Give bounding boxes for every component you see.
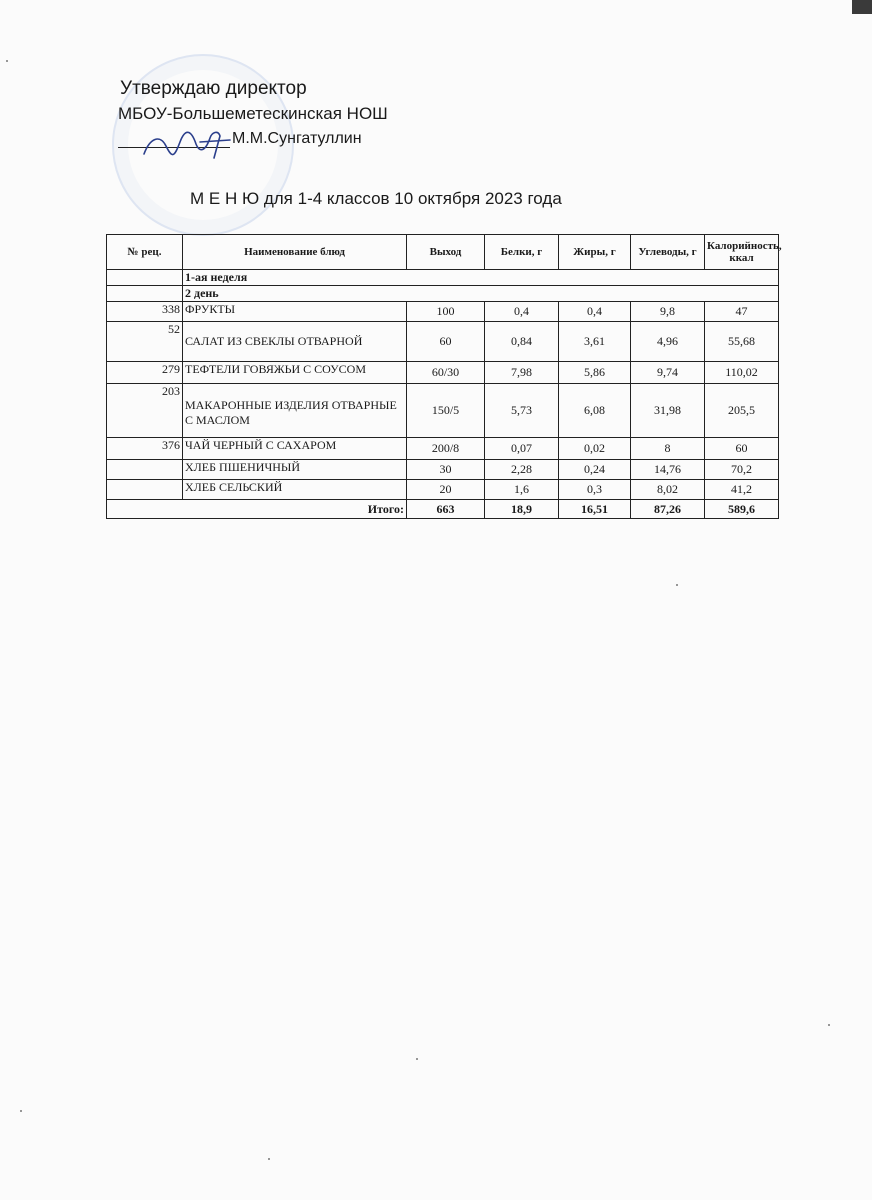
scan-speck <box>6 60 8 62</box>
carbs-value: 9,74 <box>631 362 705 384</box>
total-fat: 16,51 <box>559 500 631 519</box>
fat-value: 3,61 <box>559 322 631 362</box>
table-row <box>107 384 779 438</box>
yield-value: 150/5 <box>407 384 485 438</box>
director-name: М.М.Сунгатуллин <box>232 130 362 147</box>
kcal-value: 205,5 <box>705 384 779 438</box>
week-row <box>107 270 779 286</box>
director-signature <box>140 124 235 164</box>
scan-speck <box>416 1058 418 1060</box>
col-header-fat: Жиры, г <box>559 235 631 270</box>
col-header-yield: Выход <box>407 235 485 270</box>
col-header-recipe: № рец. <box>107 235 183 270</box>
carbs-value: 8 <box>631 438 705 460</box>
total-kcal: 589,6 <box>705 500 779 519</box>
empty-cell <box>107 270 183 286</box>
total-row <box>107 500 779 519</box>
carbs-value: 8,02 <box>631 480 705 500</box>
total-carbs: 87,26 <box>631 500 705 519</box>
yield-value: 30 <box>407 460 485 480</box>
col-header-dish: Наименование блюд <box>183 235 407 270</box>
total-protein: 18,9 <box>485 500 559 519</box>
approval-school-name: МБОУ-Большеметескинская НОШ <box>118 104 388 123</box>
carbs-value: 14,76 <box>631 460 705 480</box>
kcal-value: 47 <box>705 302 779 322</box>
kcal-value: 41,2 <box>705 480 779 500</box>
yield-value: 100 <box>407 302 485 322</box>
recipe-number: 52 <box>107 322 183 362</box>
carbs-value: 4,96 <box>631 322 705 362</box>
fat-value: 0,4 <box>559 302 631 322</box>
dish-name: ФРУКТЫ <box>183 302 407 322</box>
approval-line-1: Утверждаю директор <box>120 78 307 99</box>
yield-value: 200/8 <box>407 438 485 460</box>
menu-table <box>106 234 782 519</box>
protein-value: 0,4 <box>485 302 559 322</box>
scan-speck <box>828 1024 830 1026</box>
recipe-number: 203 <box>107 384 183 438</box>
fat-value: 0,3 <box>559 480 631 500</box>
table-row <box>107 302 779 322</box>
protein-value: 1,6 <box>485 480 559 500</box>
protein-value: 5,73 <box>485 384 559 438</box>
empty-cell <box>107 286 183 302</box>
recipe-number <box>107 460 183 480</box>
table-row <box>107 480 779 500</box>
dish-name: ЧАЙ ЧЕРНЫЙ С САХАРОМ <box>183 438 407 460</box>
fat-value: 0,24 <box>559 460 631 480</box>
yield-value: 20 <box>407 480 485 500</box>
kcal-value: 60 <box>705 438 779 460</box>
total-yield: 663 <box>407 500 485 519</box>
fat-value: 0,02 <box>559 438 631 460</box>
table-row <box>107 460 779 480</box>
day-row <box>107 286 779 302</box>
yield-value: 60 <box>407 322 485 362</box>
dish-name: ХЛЕБ ПШЕНИЧНЫЙ <box>183 460 407 480</box>
total-label: Итого: <box>107 500 407 519</box>
dish-name: ТЕФТЕЛИ ГОВЯЖЬИ С СОУСОМ <box>183 362 407 384</box>
yield-value: 60/30 <box>407 362 485 384</box>
scan-speck <box>676 584 678 586</box>
protein-value: 0,84 <box>485 322 559 362</box>
kcal-value: 110,02 <box>705 362 779 384</box>
dish-name: САЛАТ ИЗ СВЕКЛЫ ОТВАРНОЙ <box>183 322 407 362</box>
protein-value: 2,28 <box>485 460 559 480</box>
recipe-number: 376 <box>107 438 183 460</box>
table-row <box>107 438 779 460</box>
kcal-value: 55,68 <box>705 322 779 362</box>
scan-speck <box>20 1110 22 1112</box>
col-header-protein: Белки, г <box>485 235 559 270</box>
fat-value: 6,08 <box>559 384 631 438</box>
col-header-kcal: Калорийность, ккал <box>705 235 779 270</box>
col-header-carbs: Углеводы, г <box>631 235 705 270</box>
table-header-row <box>107 235 779 270</box>
scan-speck <box>268 1158 270 1160</box>
protein-value: 0,07 <box>485 438 559 460</box>
fat-value: 5,86 <box>559 362 631 384</box>
recipe-number: 338 <box>107 302 183 322</box>
carbs-value: 31,98 <box>631 384 705 438</box>
table-row <box>107 362 779 384</box>
dish-name: ХЛЕБ СЕЛЬСКИЙ <box>183 480 407 500</box>
kcal-value: 70,2 <box>705 460 779 480</box>
day-label: 2 день <box>183 286 779 302</box>
recipe-number <box>107 480 183 500</box>
menu-title: М Е Н Ю для 1-4 классов 10 октября 2023 года <box>190 189 562 208</box>
dish-name: МАКАРОННЫЕ ИЗДЕЛИЯ ОТВАРНЫЕ С МАСЛОМ <box>183 384 407 438</box>
carbs-value: 9,8 <box>631 302 705 322</box>
scan-corner-mark <box>852 0 872 14</box>
recipe-number: 279 <box>107 362 183 384</box>
table-row <box>107 322 779 362</box>
week-label: 1-ая неделя <box>183 270 779 286</box>
protein-value: 7,98 <box>485 362 559 384</box>
